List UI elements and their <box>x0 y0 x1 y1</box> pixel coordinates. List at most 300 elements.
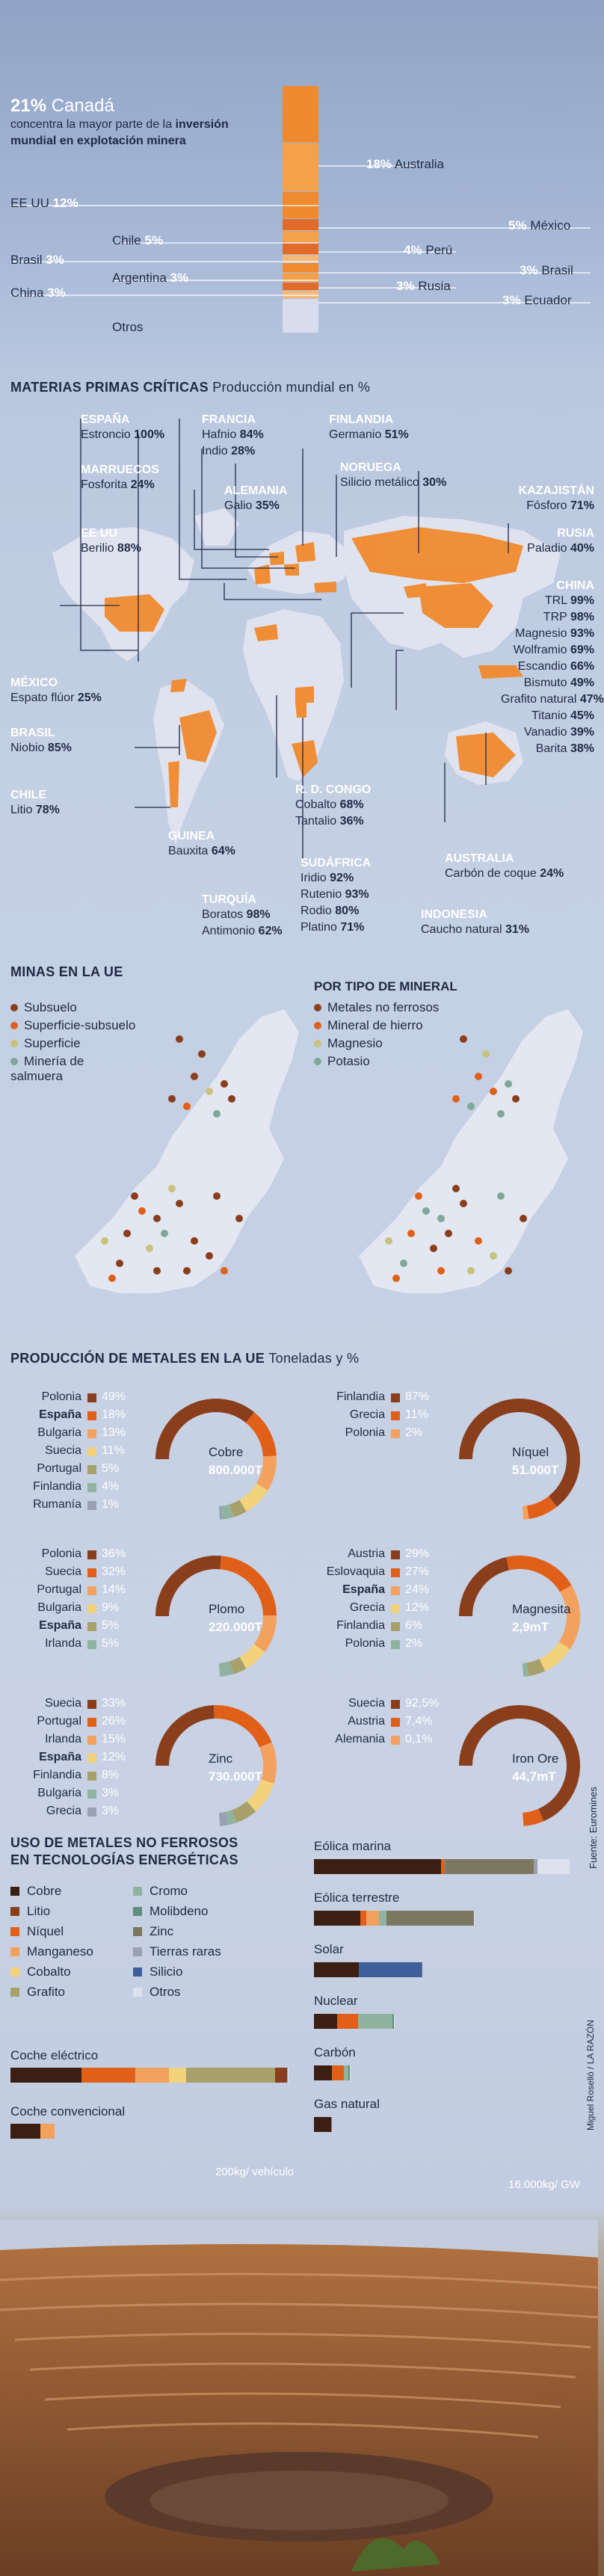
materia-pct: 51% <box>384 428 409 441</box>
mine-dot <box>108 1275 116 1282</box>
minas-title: MINAS EN LA UE <box>10 964 123 979</box>
metal-pct: 36% <box>102 1547 126 1560</box>
metal-country: Irlanda <box>45 1637 81 1650</box>
metal-swatch <box>391 1700 400 1709</box>
donut-slice <box>528 1502 552 1513</box>
investment-label <box>112 271 188 286</box>
mine-dot <box>153 1215 161 1222</box>
metal-pct: 13% <box>102 1426 126 1439</box>
investment-bar <box>283 86 318 142</box>
investment-pct: 3% <box>502 293 521 307</box>
metal-country: Finlandia <box>336 1619 385 1632</box>
metal-swatch <box>87 1429 96 1438</box>
source-note: Fuente: Euromines <box>588 1787 599 1869</box>
mine-dot <box>206 1252 213 1260</box>
mine-dot <box>392 1275 400 1282</box>
materia-country-name: CHILE <box>10 789 46 801</box>
metal-country: Grecia <box>349 1408 385 1421</box>
energy-legend-item <box>10 1924 64 1939</box>
vehicle-label: Coche eléctrico <box>10 2048 99 2062</box>
materia-item <box>329 427 409 443</box>
metal-country: Polonia <box>41 1390 81 1403</box>
materia-country-name: SUDÁFRICA <box>301 857 372 869</box>
investment-label <box>520 263 573 278</box>
materia-item <box>501 593 594 609</box>
materia-label: Bismuto <box>523 677 567 689</box>
metal-name: Zinc <box>209 1751 233 1766</box>
legend-label: Superficie <box>24 1036 81 1050</box>
materia-label: TRP <box>543 611 567 623</box>
materia-item <box>421 922 529 938</box>
metal-country: Eslovaquia <box>326 1565 385 1578</box>
metal-swatch <box>391 1622 400 1631</box>
metal-swatch <box>87 1718 96 1727</box>
legend-swatch <box>10 1988 19 1997</box>
donut-slice <box>466 1564 508 1616</box>
investment-pct: 3% <box>170 271 189 285</box>
plant-label: Solar <box>314 1942 344 1956</box>
legend-swatch <box>133 1968 142 1976</box>
metal-swatch <box>87 1483 96 1492</box>
mine-dot <box>191 1073 198 1080</box>
energy-legend-item <box>133 1924 173 1939</box>
mine-dot <box>407 1230 415 1237</box>
metal-swatch <box>391 1393 400 1402</box>
materia-country-name: R. D. CONGO <box>295 783 372 796</box>
metal-country: Bulgaria <box>37 1426 81 1439</box>
legend-label: Magnesio <box>327 1036 383 1050</box>
plant-bar-segment <box>314 1962 359 1977</box>
vehicle-label: Coche convencional <box>10 2104 126 2119</box>
mine-dot <box>146 1245 153 1252</box>
materia-country-name: MARRUECOS <box>81 463 159 476</box>
mine-dot <box>161 1230 168 1237</box>
metal-pct: 29% <box>405 1547 430 1560</box>
metal-country: Suecia <box>45 1697 81 1710</box>
materia-label: Vanadio <box>523 726 567 739</box>
materia-country <box>168 830 235 860</box>
metal-total: 800.000T <box>209 1463 262 1477</box>
investment-bar <box>283 283 318 290</box>
plant-bar-segment <box>332 2065 343 2080</box>
investment-country: Ecuador <box>524 293 572 307</box>
materia-item <box>202 443 264 460</box>
investment-country: Chile <box>112 233 141 247</box>
materia-pct: 71% <box>340 921 365 934</box>
vehicle-bar-segment <box>10 2068 81 2083</box>
materia-pct: 93% <box>570 627 594 640</box>
mine-dot <box>116 1260 123 1267</box>
mine-dot <box>460 1200 467 1207</box>
materia-item <box>10 740 72 757</box>
investment-country: Brasil <box>10 253 43 267</box>
legend-label: Litio <box>27 1904 51 1918</box>
mine-dot <box>497 1192 505 1200</box>
materia-item <box>501 708 594 724</box>
legend-label: Subsuelo <box>24 1000 77 1014</box>
plant-bar-segment <box>337 2014 358 2029</box>
vehicle-bar-segment <box>135 2068 169 2083</box>
materias-subtitle: Producción mundial en % <box>212 380 371 395</box>
plant-bar-segment <box>366 1911 379 1926</box>
metal-swatch <box>391 1550 400 1559</box>
metal-pct: 5% <box>102 1462 120 1475</box>
metal-swatch <box>87 1447 96 1456</box>
mine-dot <box>490 1088 497 1095</box>
investment-pct: 3% <box>396 279 415 293</box>
investment-bar <box>283 143 318 191</box>
metal-donut <box>152 1390 280 1532</box>
investment-country: Otros <box>112 320 144 334</box>
materia-item <box>295 797 371 813</box>
materia-country <box>81 413 164 443</box>
materia-pct: 31% <box>505 923 529 936</box>
metal-swatch <box>87 1568 96 1577</box>
materia-country <box>340 461 446 491</box>
legend-swatch <box>133 1988 142 1997</box>
donut-slice <box>262 1456 270 1487</box>
legend-swatch <box>10 1927 19 1936</box>
materia-label: Titanio <box>531 709 567 722</box>
metal-chart-cobre <box>10 1390 287 1532</box>
metal-swatch <box>87 1622 96 1631</box>
materia-pct: 62% <box>258 925 283 937</box>
materia-pct: 30% <box>422 476 447 489</box>
mine-dot <box>445 1230 452 1237</box>
materia-item <box>168 843 235 860</box>
metal-pct: 3% <box>102 1787 120 1799</box>
canada-desc-bold-1: inversión <box>175 118 229 131</box>
materia-label: Indio <box>202 445 228 457</box>
investment-pct: 3% <box>47 286 66 300</box>
materia-item <box>340 475 446 491</box>
materia-item <box>81 540 141 557</box>
plant-label: Carbón <box>314 2045 356 2059</box>
metal-country: Rumanía <box>33 1498 81 1511</box>
donut-slice <box>232 1663 243 1668</box>
materia-label: Fosforita <box>81 478 128 491</box>
metal-swatch <box>87 1772 96 1781</box>
mine-dot <box>490 1252 497 1260</box>
donut-slice <box>232 1506 243 1511</box>
mine-dot <box>475 1237 482 1245</box>
materia-country <box>10 789 60 819</box>
donut-slice <box>523 1815 541 1819</box>
materia-item <box>301 919 371 936</box>
mine-dot <box>228 1095 235 1103</box>
investment-label <box>396 279 451 294</box>
metal-swatch <box>87 1754 96 1763</box>
mine-dot <box>235 1215 243 1222</box>
mine-dot <box>467 1103 475 1110</box>
materia-label: Carbón de coque <box>445 867 537 880</box>
materia-label: Barita <box>535 742 567 755</box>
mine-dot <box>467 1267 475 1275</box>
metal-country: Portugal <box>37 1462 81 1475</box>
mine-dot <box>176 1035 183 1043</box>
investment-pct: 12% <box>52 196 78 210</box>
plant-label: Nuclear <box>314 1994 358 2008</box>
materia-pct: 98% <box>570 611 594 623</box>
metal-swatch <box>87 1808 96 1817</box>
energy-legend-item <box>10 1985 65 2000</box>
metal-swatch <box>391 1640 400 1649</box>
materia-item <box>501 741 594 757</box>
plant-bar-segment <box>379 1911 386 1926</box>
donut-slice <box>528 1665 542 1669</box>
materia-pct: 100% <box>134 428 165 441</box>
metal-country: Irlanda <box>45 1733 81 1745</box>
metal-country: España <box>342 1583 385 1596</box>
donut-slice <box>234 1806 251 1816</box>
materia-label: Galio <box>224 499 253 512</box>
materia-item <box>10 802 60 819</box>
metal-pct: 14% <box>102 1583 126 1596</box>
investment-bar <box>283 219 318 230</box>
plant-bar-segment <box>537 1859 570 1874</box>
investment-bar <box>283 291 318 298</box>
materia-label: Tantalio <box>295 815 337 828</box>
materia-pct: 45% <box>570 709 594 722</box>
materia-country-name: TURQUÍA <box>202 893 256 906</box>
mine-dot <box>437 1267 445 1275</box>
legend-label: Níquel <box>27 1924 64 1938</box>
legend-swatch <box>133 1907 142 1916</box>
metal-name: Plomo <box>209 1602 245 1616</box>
metal-pct: 27% <box>405 1565 430 1578</box>
legend-label: Minería de salmuera <box>10 1054 84 1083</box>
materia-label: Espato flúor <box>10 691 75 704</box>
donut-slice <box>214 1712 265 1745</box>
metal-pct: 8% <box>102 1769 120 1781</box>
canada-pct: 21% <box>10 96 47 116</box>
donut-slice <box>508 1562 566 1589</box>
metal-pct: 6% <box>405 1619 423 1632</box>
metal-country: Bulgaria <box>37 1601 81 1614</box>
materia-item <box>10 690 102 706</box>
materia-country <box>295 783 371 830</box>
materia-label: Wolframio <box>513 644 567 656</box>
metal-swatch <box>87 1465 96 1474</box>
legend-label: Cobalto <box>27 1965 71 1979</box>
materia-label: Bauxita <box>168 845 209 857</box>
investment-bar <box>283 243 318 254</box>
metal-swatch <box>87 1393 96 1402</box>
mine-dot <box>460 1035 467 1043</box>
mine-dot <box>437 1215 445 1222</box>
donut-slice <box>564 1589 573 1645</box>
metal-pct: 3% <box>102 1805 120 1817</box>
metal-country: Grecia <box>46 1805 81 1817</box>
energy-legend-item <box>10 1904 50 1919</box>
investment-country: Argentina <box>112 271 167 285</box>
vehicle-unit: 200kg/ vehículo <box>215 2166 295 2178</box>
materia-label: Paladio <box>527 542 567 555</box>
metal-swatch <box>87 1604 96 1613</box>
legend-swatch <box>10 1887 19 1896</box>
materia-pct: 39% <box>570 726 594 739</box>
mine-dot <box>138 1207 146 1215</box>
metal-pct: 26% <box>102 1715 126 1728</box>
materia-country-name: RUSIA <box>557 527 594 540</box>
materia-country-name: NORUEGA <box>340 461 401 474</box>
europe-shape <box>359 1009 583 1293</box>
metal-swatch <box>87 1790 96 1799</box>
plant-bar-segment <box>386 1911 474 1926</box>
donut-slice <box>523 1512 528 1513</box>
metal-country: Suecia <box>45 1565 81 1578</box>
investment-label <box>502 293 572 308</box>
investment-pct: 5% <box>508 218 527 232</box>
metal-total: 220.000T <box>209 1620 262 1634</box>
materia-label: Fósforo <box>526 499 567 512</box>
metal-country: Polonia <box>345 1426 385 1439</box>
metal-swatch <box>87 1736 96 1745</box>
materia-pct: 92% <box>330 872 354 884</box>
investment-pct: 3% <box>46 253 64 267</box>
metal-swatch <box>391 1411 400 1420</box>
legend-label: Superficie-subsuelo <box>24 1018 136 1032</box>
metal-swatch <box>391 1429 400 1438</box>
energy-legend-item <box>133 1985 181 2000</box>
investment-label <box>10 253 64 268</box>
energy-legend-item <box>133 1944 221 1959</box>
materia-pct: 38% <box>570 742 594 755</box>
metal-pct: 7,4% <box>405 1715 433 1728</box>
materia-country <box>421 908 529 938</box>
materia-country-name: CHINA <box>556 579 594 592</box>
canada-desc-bold-2: mundial en explotación minera <box>10 135 186 147</box>
plant-bar-segment <box>314 2014 337 2029</box>
metal-country: España <box>39 1619 81 1632</box>
materia-label: Silicio metálico <box>340 476 419 489</box>
metal-country: Bulgaria <box>37 1787 81 1799</box>
metal-swatch <box>391 1736 400 1745</box>
metal-country: Portugal <box>37 1715 81 1728</box>
materia-pct: 66% <box>570 660 594 673</box>
legend-label: Metales no ferrosos <box>327 1000 440 1014</box>
mine-dot <box>213 1192 221 1200</box>
investment-bar <box>283 299 318 333</box>
investment-label <box>404 243 452 258</box>
legend-label: Cromo <box>150 1884 188 1898</box>
legend-label: Molibdeno <box>150 1904 209 1918</box>
materia-label: Caucho natural <box>421 923 502 936</box>
materia-label: Grafito natural <box>501 693 577 706</box>
vehicle-bar-segment <box>288 2068 289 2083</box>
materia-country <box>501 484 594 514</box>
mine-dot <box>168 1095 176 1103</box>
investment-country: Perú <box>425 243 453 257</box>
metal-pct: 49% <box>102 1390 126 1403</box>
legend-swatch <box>133 1887 142 1896</box>
metal-country: Portugal <box>37 1583 81 1596</box>
metal-country: Grecia <box>349 1601 385 1614</box>
investment-country: China <box>10 286 44 300</box>
materia-country <box>81 527 141 557</box>
materia-item <box>501 675 594 691</box>
materia-pct: 24% <box>540 867 564 880</box>
investment-label <box>10 286 66 301</box>
investment-pct: 4% <box>404 243 422 257</box>
investment-country: Australia <box>394 157 444 171</box>
materia-item <box>501 540 594 557</box>
legend-swatch <box>10 1907 19 1916</box>
investment-country: México <box>530 218 571 232</box>
mine-dot <box>452 1095 460 1103</box>
donut-slice <box>222 1511 232 1513</box>
materia-pct: 88% <box>117 542 141 555</box>
mine-dot <box>176 1200 183 1207</box>
mine-dot <box>452 1185 460 1192</box>
energy-legend-item <box>10 1944 93 1959</box>
vehicle-bar-segment <box>40 2124 55 2139</box>
metal-pct: 33% <box>102 1697 126 1710</box>
metal-pct: 1% <box>102 1498 120 1511</box>
metal-donut <box>456 1547 583 1689</box>
metal-donut <box>456 1697 583 1839</box>
metal-country: Finlandia <box>336 1390 385 1403</box>
materia-pct: 28% <box>231 445 256 457</box>
power-unit: 16.000kg/ GW <box>508 2178 580 2191</box>
metal-chart-níquel <box>314 1390 591 1532</box>
metal-donut <box>152 1697 280 1839</box>
legend-swatch <box>133 1927 142 1936</box>
metal-pct: 12% <box>102 1751 126 1763</box>
metal-country: Austria <box>348 1547 385 1560</box>
metal-total: 730.000T <box>209 1769 262 1784</box>
materia-item <box>501 498 594 514</box>
canada-desc: concentra la mayor parte de la <box>10 118 173 131</box>
materia-country-name: KAZAJISTÁN <box>518 484 594 497</box>
metal-total: 44,7mT <box>512 1769 556 1784</box>
plant-bar-segment <box>344 2065 349 2080</box>
mine-dot <box>482 1050 490 1058</box>
materia-country-name: FINLANDIA <box>329 413 394 426</box>
materia-label: Niobio <box>10 742 45 754</box>
materia-country <box>10 727 72 757</box>
materia-country-name: AUSTRALIA <box>445 852 514 865</box>
mine-dot <box>198 1050 206 1058</box>
plant-bar-segment <box>314 1859 441 1874</box>
materia-item <box>501 609 594 626</box>
mine-dot <box>400 1260 407 1267</box>
mine-dot <box>183 1267 191 1275</box>
materia-item <box>501 659 594 675</box>
materia-item <box>501 691 604 708</box>
materia-item <box>81 427 164 443</box>
materia-country <box>329 413 409 443</box>
metal-swatch <box>391 1718 400 1727</box>
materia-country-name: ALEMANIA <box>224 484 288 497</box>
energy-legend-item <box>10 1965 71 1979</box>
investment-pct: 5% <box>144 233 164 247</box>
metal-pct: 2% <box>405 1426 423 1439</box>
metal-name: Iron Ore <box>512 1751 559 1766</box>
materia-label: Estroncio <box>81 428 131 441</box>
vehicle-bar-segment <box>186 2068 275 2083</box>
legend-label: Potasio <box>327 1054 370 1068</box>
mine-dot <box>385 1237 392 1245</box>
legend-label: Mineral de hierro <box>327 1018 423 1032</box>
metal-total: 2,9mT <box>512 1620 549 1634</box>
plant-bar-segment <box>360 1911 367 1926</box>
materia-country-name: GUINEA <box>168 830 215 842</box>
materia-label: Cobalto <box>295 798 337 811</box>
materia-label: Iridio <box>301 872 327 884</box>
legend-label: Manganeso <box>27 1944 93 1959</box>
metal-name: Cobre <box>209 1445 244 1459</box>
